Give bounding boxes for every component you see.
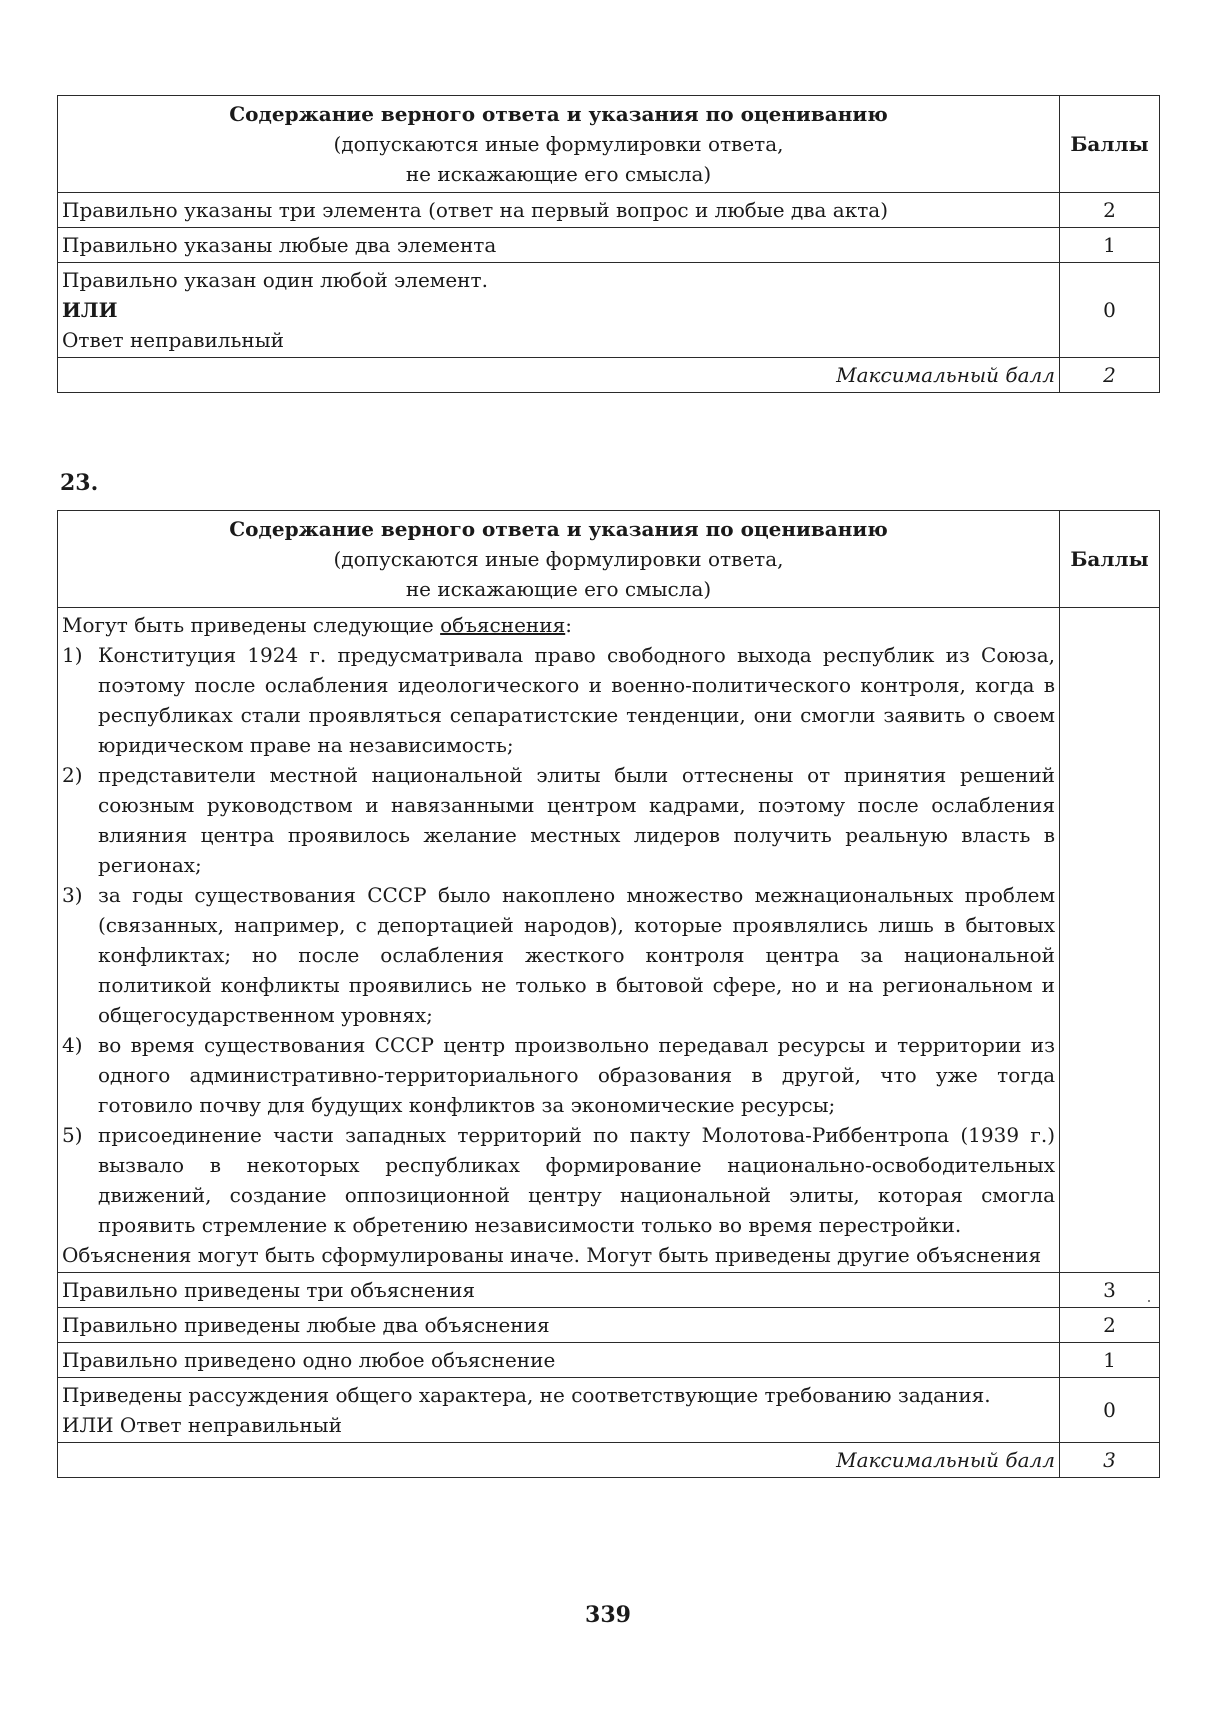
score-cell: 0 bbox=[1060, 1378, 1160, 1443]
criterion-cell: Правильно приведено одно любое объяснение bbox=[58, 1343, 1060, 1378]
outro-text: Объяснения могут быть сформулированы иначе. Могут быть приведены другие объяснения bbox=[62, 1243, 1042, 1267]
score-cell: 1 bbox=[1060, 1343, 1160, 1378]
max-score-label: Максимальный балл bbox=[58, 1443, 1060, 1478]
list-item: 2) представители местной национальной элиты были оттеснены от принятия решений союзным руководством и навязанными центром кадрами, поэтому после ослабления влияния центра проявилось желание местных лидеров получить реальную власть в регионах; bbox=[62, 763, 1055, 877]
list-item: 1) Конституция 1924 г. предусматривала право свободного выхода республик из Союза, поэтому после ослабления идеологического и военно-политического контроля, когда в республиках стали проявляться сепаратистские тенденции, они смогли заявить о своем юридическом праве на независимость; bbox=[62, 643, 1055, 757]
criterion-cell: Правильно указаны любые два элемента bbox=[58, 228, 1060, 263]
score-header: Баллы bbox=[1060, 511, 1160, 608]
table-row-zero bbox=[58, 263, 1160, 358]
criterion-cell: Правильно приведены три объяснения bbox=[58, 1273, 1060, 1308]
explanations-list bbox=[62, 640, 1055, 1240]
score-header: Баллы bbox=[1060, 96, 1160, 193]
criterion-cell: Приведены рассуждения общего характера, не соответствующие требованию задания. ИЛИ Ответ неправильный bbox=[58, 1378, 1060, 1443]
score-cell: 3 bbox=[1060, 1273, 1160, 1308]
max-score-row bbox=[58, 358, 1160, 393]
max-score-value: 2 bbox=[1060, 358, 1160, 393]
criterion-cell: Правильно приведены любые два объяснения bbox=[58, 1308, 1060, 1343]
table-row bbox=[58, 228, 1160, 263]
table-row bbox=[58, 1273, 1160, 1308]
max-score-value: 3 bbox=[1060, 1443, 1160, 1478]
table-row-zero bbox=[58, 1378, 1160, 1443]
score-cell: 1 bbox=[1060, 228, 1160, 263]
scan-speck bbox=[1148, 1300, 1150, 1302]
table-row bbox=[58, 1343, 1160, 1378]
criteria-header: Содержание верного ответа и указания по оцениванию (допускаются иные формулировки ответа, не искажающие его смысла) bbox=[58, 96, 1060, 193]
table-header-row bbox=[58, 511, 1160, 608]
score-cell-empty bbox=[1060, 608, 1160, 1273]
max-score-label: Максимальный балл bbox=[58, 358, 1060, 393]
page-number: 339 bbox=[585, 1602, 631, 1628]
score-cell: 0 bbox=[1060, 263, 1160, 358]
list-item: 3) за годы существования СССР было накоплено множество межнациональных проблем (связанных, например, с депортацией народов), которые проявлялись лишь в бытовых конфликтах; но после ослабления жесткого контроля центра за национальной политикой конфликты проявились не только в бытовой сфере, но и на региональном и общегосударственном уровнях; bbox=[62, 883, 1055, 1027]
score-cell: 2 bbox=[1060, 193, 1160, 228]
answer-content-row bbox=[58, 608, 1160, 1273]
table-row bbox=[58, 193, 1160, 228]
scoring-table-22 bbox=[57, 95, 1160, 393]
list-item: 5) присоединение части западных территорий по пакту Молотова-Риббентропа (1939 г.) вызвало в некоторых республиках формирование национально-освободительных движений, создание оппозиционной центру национальной элиты, которая смогла проявить стремление к обретению независимости только во время перестройки. bbox=[62, 1123, 1055, 1237]
scoring-table-23 bbox=[57, 510, 1160, 1478]
table-row bbox=[58, 1308, 1160, 1343]
criteria-header: Содержание верного ответа и указания по оцениванию (допускаются иные формулировки ответа, не искажающие его смысла) bbox=[58, 511, 1060, 608]
score-cell: 2 bbox=[1060, 1308, 1160, 1343]
table-header-row bbox=[58, 96, 1160, 193]
criterion-cell: Правильно указаны три элемента (ответ на первый вопрос и любые два акта) bbox=[58, 193, 1060, 228]
list-item: 4) во время существования СССР центр произвольно передавал ресурсы и территории из одного административно-территориального образования в другой, что уже тогда готовило почву для будущих конфликтов за экономические ресурсы; bbox=[62, 1033, 1055, 1117]
intro-text: Могут быть приведены следующие объяснения: bbox=[62, 613, 572, 637]
max-score-row bbox=[58, 1443, 1160, 1478]
answer-content-cell bbox=[58, 608, 1060, 1273]
criterion-cell: Правильно указан один любой элемент. ИЛИ Ответ неправильный bbox=[58, 263, 1060, 358]
task-number: 23. bbox=[60, 470, 99, 496]
